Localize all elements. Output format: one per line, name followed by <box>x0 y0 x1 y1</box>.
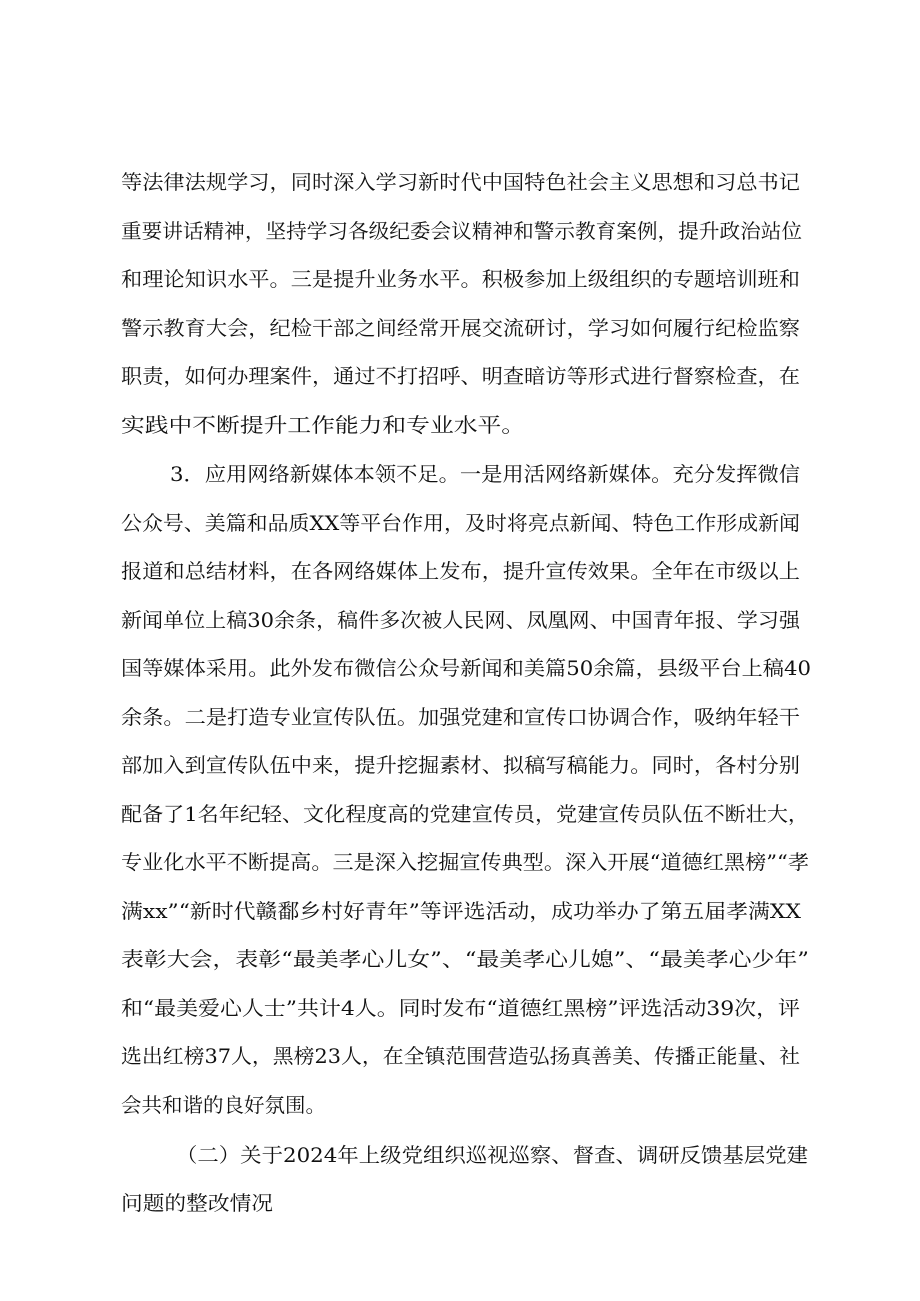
text-line-content: 实践中不断提升工作能力和专业水平。 <box>121 413 525 437</box>
text-line-content: 专业化水平不断提高。三是深入挖掘宣传典型。深入开展“道德红黑榜”“孝 <box>121 850 810 874</box>
text-line-content: 和“最美爱心人士”共计4人。同时发布“道德红黑榜”评选活动39次，评 <box>121 996 800 1020</box>
text-line-content: 3．应用网络新媒体本领不足。一是用活网络新媒体。充分发挥微信 <box>170 462 800 486</box>
text-line-content: 问题的整改情况 <box>121 1191 273 1215</box>
text-line-content: （二）关于2024年上级党组织巡视巡察、督查、调研反馈基层党建 <box>176 1143 808 1167</box>
text-line-content: 警示教育大会，纪检干部之间经常开展交流研讨，学习如何履行纪检监察 <box>121 316 800 340</box>
text-line-content: 余条。二是打造专业宣传队伍。加强党建和宣传口协调合作，吸纳年轻干 <box>121 705 800 729</box>
text-line-content: 国等媒体采用。此外发布微信公众号新闻和美篇50余篇，县级平台上稿40 <box>121 656 811 680</box>
text-line-content: 配备了1名年纪轻、文化程度高的党建宣传员，党建宣传员队伍不断壮大， <box>121 802 809 826</box>
text-line-content: 等法律法规学习，同时深入学习新时代中国特色社会主义思想和习总书记 <box>121 170 800 194</box>
text-line-content: 部加入到宣传队伍中来，提升挖掘素材、拟稿写稿能力。同时，各村分别 <box>121 753 800 777</box>
text-line-content: 会共和谐的良好氛围。 <box>121 1093 326 1117</box>
text-line-content: 表彰大会，表彰“最美孝心儿女”、“最美孝心儿媳”、“最美孝心少年” <box>121 947 810 971</box>
text-line-content: 选出红榜37人，黑榜23人，在全镇范围营造弘扬真善美、传播正能量、社 <box>121 1044 801 1068</box>
text-line-content: 公众号、美篇和品质XX等平台作用，及时将亮点新闻、特色工作形成新闻 <box>121 511 800 535</box>
text-line-content: 职责，如何办理案件，通过不打招呼、明查暗访等形式进行督察检查，在 <box>121 364 800 388</box>
text-line-content: 和理论知识水平。三是提升业务水平。积极参加上级组织的专题培训班和 <box>121 267 800 291</box>
text-line-content: 新闻单位上稿30余条，稿件多次被人民网、凤凰网、中国青年报、学习强 <box>121 608 800 632</box>
text-line-content: 重要讲话精神，坚持学习各级纪委会议精神和警示教育案例，提升政治站位 <box>121 219 802 243</box>
text-line-content: 满xx”“新时代赣鄱乡村好青年”等评选活动，成功举办了第五届孝满XX <box>121 899 801 923</box>
text-line-content: 报道和总结材料，在各网络媒体上发布，提升宣传效果。全年在市级以上 <box>121 559 800 583</box>
